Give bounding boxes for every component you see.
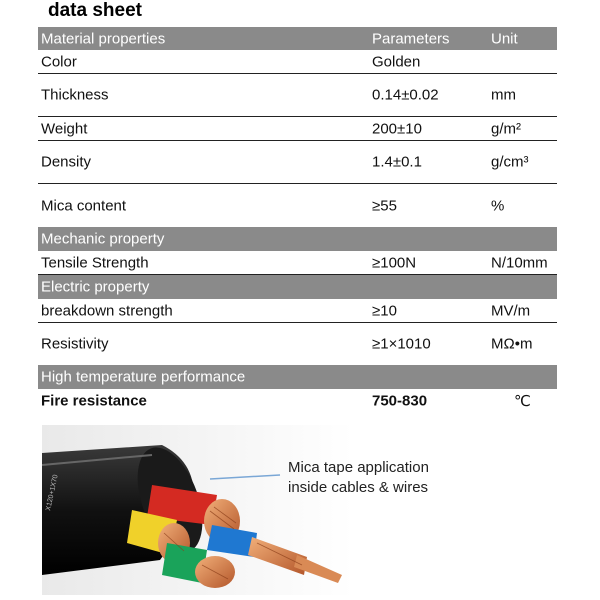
- row-label: Thickness: [41, 86, 109, 104]
- table-row-thickness: [38, 74, 557, 117]
- table-row-density: [38, 141, 557, 184]
- row-unit: %: [491, 197, 505, 214]
- row-unit: g/m²: [491, 120, 521, 137]
- row-unit: ℃: [514, 393, 531, 410]
- section-label: Electric property: [41, 278, 150, 296]
- section-label: High temperature performance: [41, 368, 246, 386]
- row-label: breakdown strength: [41, 302, 173, 319]
- data-table: [38, 27, 557, 413]
- row-param: ≥1×1010: [372, 335, 431, 353]
- table-row-resistivity: [38, 323, 557, 365]
- caption-line-1: Mica tape application: [288, 459, 429, 476]
- row-label: Fire resistance: [41, 392, 147, 410]
- table-header: [38, 27, 557, 50]
- table-row-fire-resistance: [38, 389, 557, 413]
- header-col-parameters: Parameters: [372, 30, 450, 47]
- row-param: 200±10: [372, 120, 422, 137]
- row-unit: N/10mm: [491, 254, 548, 271]
- row-unit: MΩ•m: [491, 335, 533, 353]
- caption-line-2: inside cables & wires: [288, 479, 429, 496]
- header-col-property: Material properties: [41, 30, 166, 47]
- section-mechanic-property: [38, 227, 557, 251]
- row-param: Golden: [372, 53, 421, 70]
- image-caption: [288, 458, 429, 498]
- row-unit: MV/m: [491, 302, 531, 319]
- row-unit: mm: [491, 86, 516, 104]
- row-label: Mica content: [41, 197, 127, 214]
- row-label: Resistivity: [41, 335, 109, 353]
- section-electric-property: [38, 275, 557, 299]
- row-param: ≥100N: [372, 254, 417, 271]
- row-param: 0.14±0.02: [372, 86, 439, 104]
- row-param: ≥10: [372, 302, 397, 319]
- section-high-temperature: [38, 365, 557, 389]
- table-row-weight: [38, 117, 557, 141]
- row-label: Tensile Strength: [41, 254, 149, 271]
- row-label: Weight: [41, 120, 88, 137]
- header-col-unit: Unit: [491, 30, 518, 47]
- row-unit: g/cm³: [491, 153, 529, 171]
- row-label: Density: [41, 153, 92, 171]
- table-row-color: [38, 50, 557, 74]
- page-title: data sheet: [48, 0, 142, 21]
- table-row-mica-content: [38, 184, 557, 227]
- section-label: Mechanic property: [41, 230, 165, 248]
- table-row-tensile-strength: [38, 251, 557, 275]
- row-label: Color: [41, 53, 77, 70]
- row-param: 750-830: [372, 392, 428, 410]
- cable-photo: [42, 425, 354, 595]
- cable-label: X120+1X70: [45, 473, 60, 512]
- row-param: 1.4±0.1: [372, 153, 422, 171]
- row-param: ≥55: [372, 197, 397, 214]
- table-row-breakdown-strength: [38, 299, 557, 323]
